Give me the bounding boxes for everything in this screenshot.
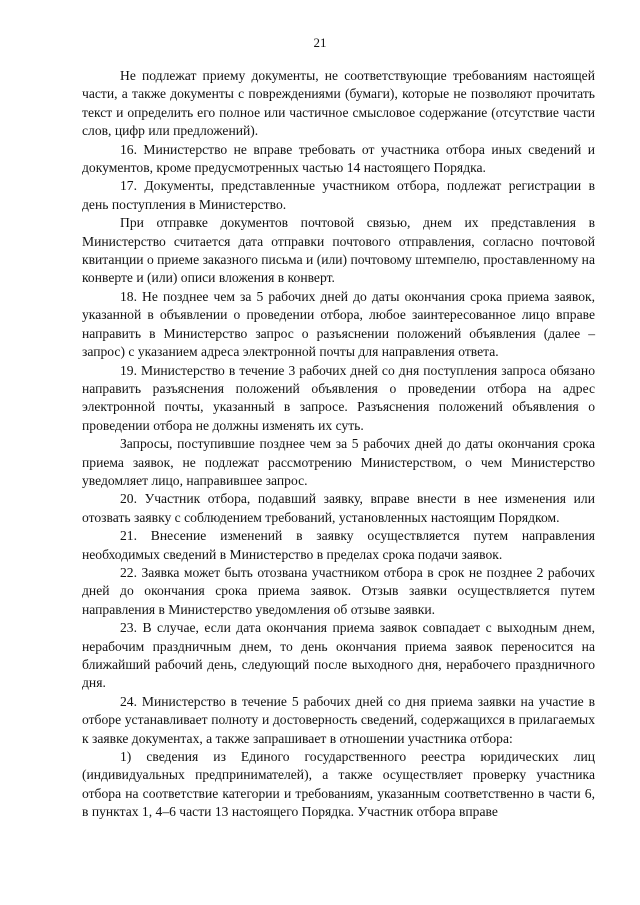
paragraph-21: 21. Внесение изменений в заявку осуществляется путем направления необходимых сведений в Министерство в пределах срока подачи заявок. [82,528,595,562]
paragraph-postal-submission: При отправке документов почтовой связью, днем их представления в Министерство считается дата отправки почтового отправления, согласно почтовой квитанции о приеме заказного письма и (или) почтовому штемпелю, проставленному на конверте и (или) описи вложения в конверт. [82,215,595,286]
paragraph-24-item-1: 1) сведения из Единого государственного реестра юридических лиц (индивидуальных предпринимателей), а также осуществляет проверку участника отбора на соответствие категории и требованиям, указанным соответственно в части 6, в пунктах 1, 4–6 части 13 настоящего Порядка. Участник отбора вправе [82,749,595,820]
paragraph-19: 19. Министерство в течение 3 рабочих дней со дня поступления запроса обязано направить разъяснения положений объявления о проведении отбора на адрес электронной почты, указанный в запросе. Разъяснения положений объявления о проведении отбора не должны изменять их суть. [82,362,595,433]
paragraph-23: 23. В случае, если дата окончания приема заявок совпадает с выходным днем, нерабочим праздничным днем, то день окончания приема заявок переносится на ближайший рабочий день, следующий после выходного дня, нерабочего праздничного дня. [82,620,595,691]
paragraph-20: 20. Участник отбора, подавший заявку, вправе внести в нее изменения или отозвать заявку с соблюдением требований, установленных настоящим Порядком. [82,491,595,525]
paragraph-22: 22. Заявка может быть отозвана участником отбора в срок не позднее 2 рабочих дней до окончания срока приема заявок. Отзыв заявки осуществляется путем направления в Министерство уведомления об отзыве заявки. [82,564,595,617]
page-number: 21 [313,35,327,50]
paragraph-24: 24. Министерство в течение 5 рабочих дней со дня приема заявки на участие в отборе устанавливает полноту и достоверность сведений, содержащихся в прилагаемых к заявке документах, а также запрашивает в отношении участника отбора: [82,693,595,746]
paragraph-17: 17. Документы, представленные участником отбора, подлежат регистрации в день поступления в Министерство. [82,178,595,212]
paragraph-late-requests: Запросы, поступившие позднее чем за 5 рабочих дней до даты окончания срока приема заявок, не подлежат рассмотрению Министерством, о чем Министерство уведомляет лицо, направившее запрос. [82,436,595,488]
paragraph-16: 16. Министерство не вправе требовать от участника отбора иных сведений и документов, кроме предусмотренных частью 14 настоящего Порядка. [82,141,595,176]
paragraph-documents-not-accepted: Не подлежат приему документы, не соответствующие требованиям настоящей части, а также документы с повреждениями (бумаги), которые не позволяют прочитать текст и определить его полное или частичное смысловое содержание (отсутствие части слов, цифр или предложений). [82,68,595,139]
paragraph-18: 18. Не позднее чем за 5 рабочих дней до даты окончания срока приема заявок, указанной в объявлении о проведении отбора, любое заинтересованное лицо вправе направить в Министерство запрос о разъяснении положений объявления (далее – запрос) с указанием адреса электронной почты для направления ответа. [82,288,595,360]
document-body [82,67,595,822]
